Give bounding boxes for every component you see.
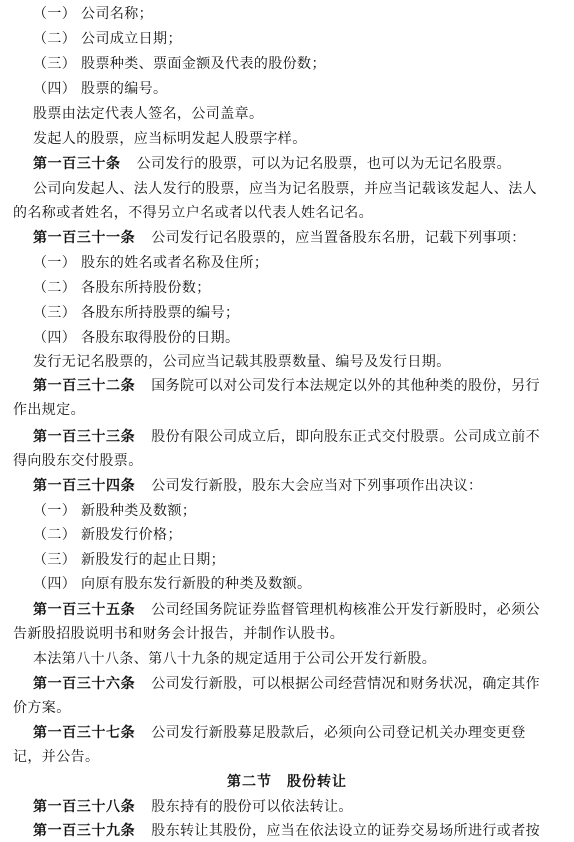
list-item: （二） 公司成立日期；	[33, 31, 182, 47]
article-number: 第一百三十二条	[33, 378, 136, 394]
article-number: 第一百三十条	[33, 156, 121, 172]
list-item: （二） 新股发行价格；	[33, 527, 182, 543]
list-item: （四） 各股东取得股份的日期。	[33, 330, 240, 346]
list-item: （一） 公司名称；	[33, 6, 154, 22]
paragraph: 公司向发起人、法人发行的股票，应当为记名股票，并应当记载该发起人、法人	[33, 181, 537, 197]
article-133	[33, 429, 540, 445]
article-131	[33, 230, 526, 246]
article-text: 公司发行新股募足股款后，必须向公司登记机关办理变更登	[151, 725, 526, 741]
list-item: （一） 股东的姓名或者名称及住所；	[33, 255, 269, 271]
article-136	[33, 676, 540, 692]
paragraph-continuation: 告新股招股说明书和财务会计报告，并制作认股书。	[13, 626, 345, 642]
list-item: （一） 新股种类及数额；	[33, 503, 197, 519]
article-number: 第一百三十八条	[33, 799, 136, 815]
article-number: 第一百三十四条	[33, 478, 136, 494]
paragraph: 股票由法定代表人签名，公司盖章。	[33, 106, 264, 122]
article-135	[33, 602, 540, 618]
article-137	[33, 725, 526, 741]
article-number: 第一百三十五条	[33, 602, 136, 618]
article-number: 第一百三十九条	[33, 823, 136, 839]
paragraph: 发行无记名股票的，公司应当记载其股票数量、编号及发行日期。	[33, 354, 451, 370]
list-item: （三） 新股发行的起止日期；	[33, 552, 226, 568]
article-text: 股份有限公司成立后，即向股东正式交付股票。公司成立前不	[151, 429, 541, 445]
article-text: 股东持有的股份可以依法转让。	[151, 799, 353, 815]
article-text: 国务院可以对公司发行本法规定以外的其他种类的股份，另行	[151, 378, 541, 394]
article-number: 第一百三十七条	[33, 725, 136, 741]
article-text: 股东转让其股份，应当在依法设立的证券交易场所进行或者按	[151, 823, 541, 839]
article-text: 公司发行新股，可以根据公司经营情况和财务状况，确定其作	[151, 676, 541, 692]
paragraph-continuation: 的名称或者姓名，不得另立户名或者以代表人姓名记名。	[13, 205, 373, 221]
paragraph: 本法第八十八条、第八十九条的规定适用于公司公开发行新股。	[33, 651, 437, 667]
paragraph-continuation: 作出规定。	[13, 402, 85, 418]
list-item: （三） 各股东所持股票的编号；	[33, 305, 240, 321]
paragraph-continuation: 记，并公告。	[13, 749, 100, 765]
list-item: （三） 股票种类、票面金额及代表的股份数；	[33, 56, 326, 72]
list-item: （四） 向原有股东发行新股的种类及数额。	[33, 576, 312, 592]
article-text: 公司发行的股票，可以为记名股票，也可以为无记名股票。	[136, 156, 512, 172]
article-number: 第一百三十一条	[33, 230, 136, 246]
article-number: 第一百三十六条	[33, 676, 136, 692]
article-number: 第一百三十三条	[33, 429, 136, 445]
article-134	[33, 478, 482, 494]
list-item: （四） 股票的编号。	[33, 81, 168, 97]
article-text: 公司发行新股，股东大会应当对下列事项作出决议：	[151, 478, 483, 494]
paragraph-continuation: 价方案。	[13, 700, 71, 716]
paragraph-continuation: 得向股东交付股票。	[13, 453, 143, 469]
article-130	[33, 156, 511, 172]
article-text: 公司经国务院证券监督管理机构核准公开发行新股时，必须公	[151, 602, 541, 618]
article-132	[33, 378, 540, 394]
section-heading: 第二节 股份转让	[227, 774, 347, 790]
article-text: 公司发行记名股票的，应当置备股东名册，记载下列事项：	[151, 230, 526, 246]
paragraph: 发起人的股票，应当标明发起人股票字样。	[33, 131, 307, 147]
list-item: （二） 各股东所持股份数；	[33, 280, 211, 296]
article-138	[33, 799, 353, 815]
article-139	[33, 823, 540, 839]
